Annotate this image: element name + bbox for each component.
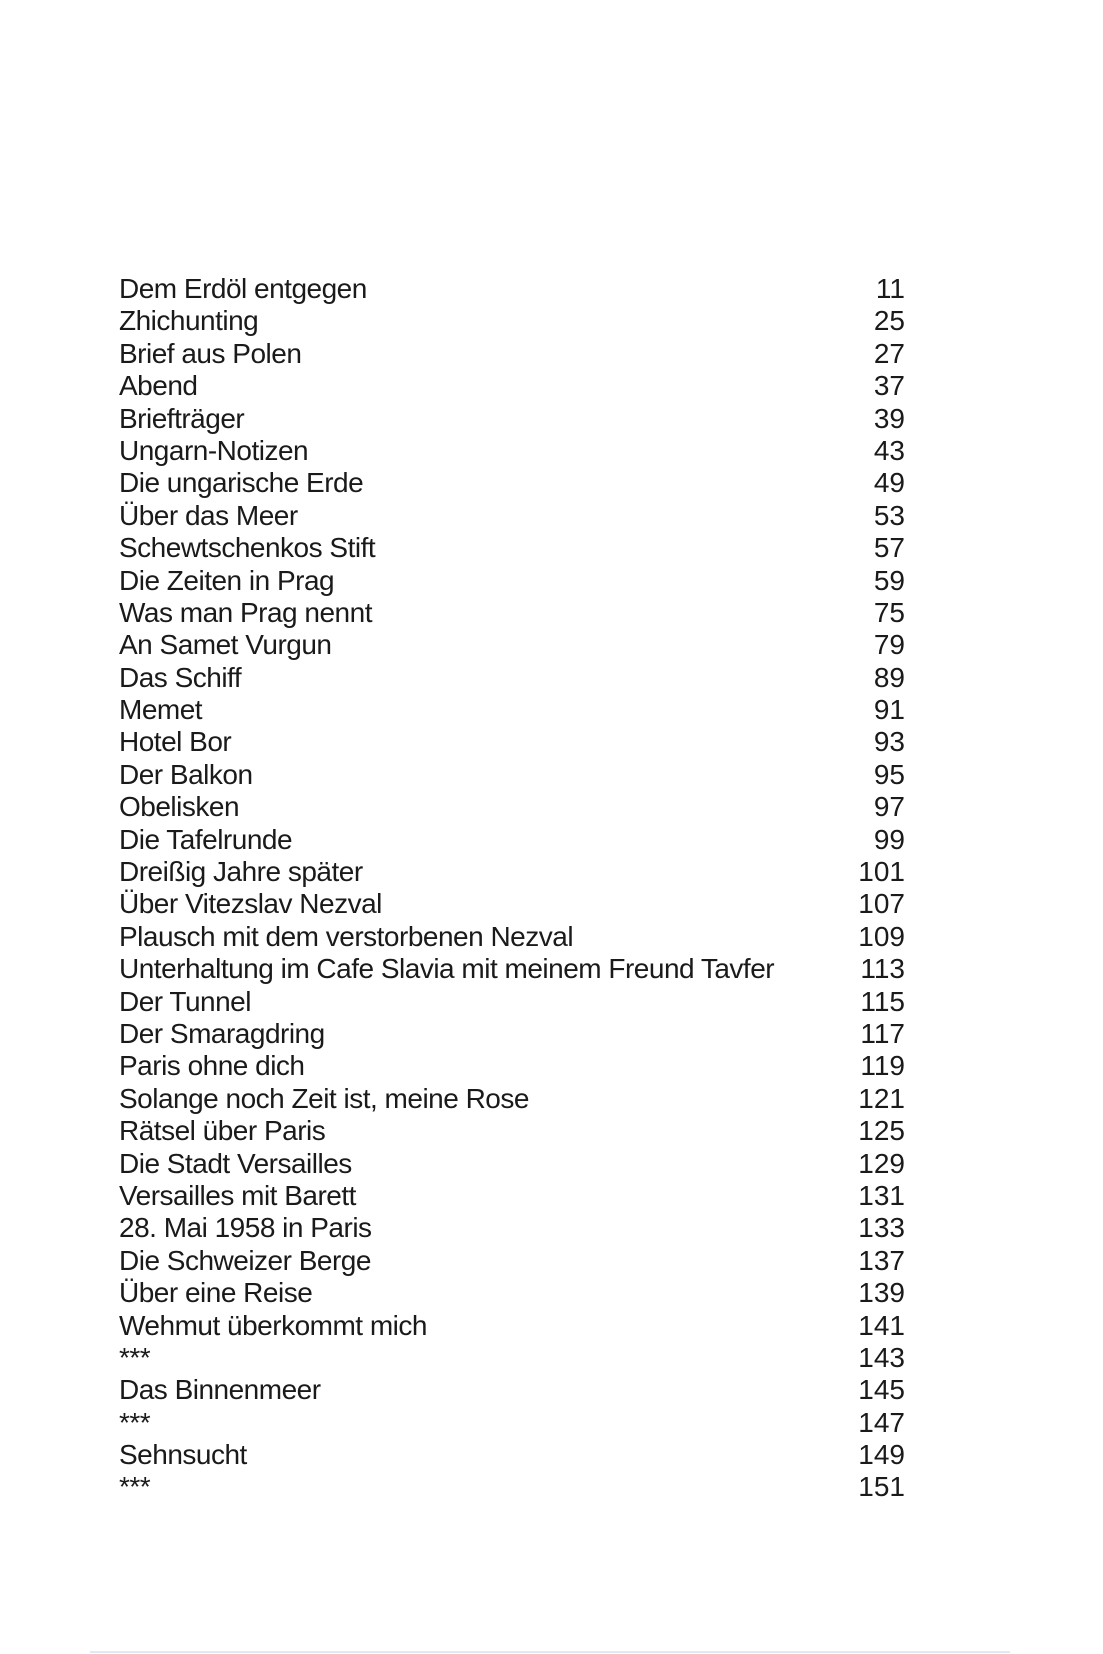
- toc-entry-title: Der Smaragdring: [119, 1017, 325, 1049]
- toc-row: [119, 1018, 905, 1050]
- toc-entry-title: Über eine Reise: [119, 1277, 313, 1309]
- toc-entry-page: 101: [858, 856, 905, 888]
- toc-row: [119, 1212, 905, 1244]
- toc-entry-title: Memet: [119, 694, 203, 726]
- toc-entry-page: 57: [873, 532, 905, 564]
- toc-row: [119, 532, 905, 564]
- toc-row: [119, 824, 905, 856]
- toc-entry-page: 149: [858, 1439, 905, 1471]
- toc-row: [119, 273, 905, 305]
- toc-entry-title: Der Tunnel: [119, 985, 251, 1017]
- table-of-contents: [119, 273, 905, 1504]
- toc-entry-title: Die ungarische Erde: [119, 467, 364, 499]
- toc-row: [119, 953, 905, 985]
- toc-entry-page: 39: [873, 402, 905, 434]
- toc-entry-title: Rätsel über Paris: [119, 1115, 326, 1147]
- toc-entry-page: 147: [858, 1406, 905, 1438]
- toc-entry-title: Der Balkon: [119, 758, 253, 790]
- toc-row: [119, 726, 905, 758]
- toc-entry-page: 113: [860, 953, 905, 985]
- toc-entry-page: 145: [858, 1374, 905, 1406]
- toc-entry-title: An Samet Vurgun: [119, 629, 332, 661]
- toc-row: [119, 1115, 905, 1147]
- toc-row: [119, 435, 905, 467]
- toc-row: [119, 1471, 905, 1503]
- toc-entry-title: Solange noch Zeit ist, meine Rose: [119, 1082, 529, 1114]
- toc-row: [119, 629, 905, 661]
- toc-row: [119, 467, 905, 499]
- toc-entry-title: 28. Mai 1958 in Paris: [119, 1212, 372, 1244]
- toc-entry-page: 115: [860, 985, 905, 1017]
- toc-entry-title: Die Zeiten in Prag: [119, 564, 335, 596]
- toc-row: [119, 662, 905, 694]
- toc-entry-title: Über Vitezslav Nezval: [119, 888, 382, 920]
- toc-entry-page: 59: [873, 564, 905, 596]
- toc-entry-page: 117: [860, 1017, 905, 1049]
- toc-row: [119, 759, 905, 791]
- toc-row: [119, 1180, 905, 1212]
- toc-entry-page: 27: [873, 337, 905, 369]
- toc-row: [119, 694, 905, 726]
- toc-entry-title: Wehmut überkommt mich: [119, 1309, 427, 1341]
- toc-row: [119, 1083, 905, 1115]
- toc-entry-page: 121: [858, 1082, 905, 1114]
- bottom-page-rule: [90, 1651, 1010, 1653]
- toc-entry-page: 93: [873, 726, 905, 758]
- toc-row: [119, 888, 905, 920]
- toc-entry-title: Abend: [119, 370, 198, 402]
- toc-entry-title: Das Schiff: [119, 661, 242, 693]
- toc-entry-page: 99: [873, 823, 905, 855]
- toc-row: [119, 1245, 905, 1277]
- toc-row: [119, 921, 905, 953]
- toc-row: [119, 1439, 905, 1471]
- toc-entry-page: 49: [873, 467, 905, 499]
- toc-entry-title: Dem Erdöl entgegen: [119, 273, 367, 304]
- toc-entry-page: 109: [858, 920, 905, 952]
- toc-entry-page: 119: [860, 1050, 905, 1082]
- toc-row: [119, 1050, 905, 1082]
- toc-entry-title: Versailles mit Barett: [119, 1179, 356, 1211]
- toc-entry-page: 141: [858, 1309, 905, 1341]
- toc-entry-page: 143: [858, 1341, 905, 1373]
- toc-entry-page: 95: [873, 758, 905, 790]
- toc-entry-title: ***: [119, 1341, 151, 1373]
- toc-row: [119, 500, 905, 532]
- toc-entry-page: 43: [873, 434, 905, 466]
- toc-entry-title: Ungarn-Notizen: [119, 434, 309, 466]
- toc-entry-title: Brief aus Polen: [119, 337, 302, 369]
- toc-entry-page: 25: [873, 305, 905, 337]
- toc-entry-title: Was man Prag nennt: [119, 596, 372, 628]
- toc-entry-page: 97: [873, 791, 905, 823]
- toc-row: [119, 305, 905, 337]
- toc-entry-page: 131: [858, 1179, 905, 1211]
- toc-entry-page: 37: [873, 370, 905, 402]
- toc-row: [119, 1407, 905, 1439]
- toc-row: [119, 986, 905, 1018]
- toc-row: [119, 1148, 905, 1180]
- toc-entry-page: 79: [873, 629, 905, 661]
- toc-entry-title: Die Schweizer Berge: [119, 1244, 371, 1276]
- toc-entry-title: Hotel Bor: [119, 726, 232, 758]
- toc-row: [119, 1310, 905, 1342]
- toc-entry-page: 53: [873, 499, 905, 531]
- toc-entry-title: Das Binnenmeer: [119, 1374, 321, 1406]
- toc-entry-title: Zhichunting: [119, 305, 259, 337]
- toc-entry-page: 129: [858, 1147, 905, 1179]
- toc-entry-title: Schewtschenkos Stift: [119, 532, 376, 564]
- toc-entry-page: 89: [873, 661, 905, 693]
- toc-entry-title: Die Stadt Versailles: [119, 1147, 352, 1179]
- toc-entry-page: 125: [858, 1115, 905, 1147]
- toc-entry-page: 91: [873, 694, 905, 726]
- toc-entry-page: 107: [858, 888, 905, 920]
- toc-row: [119, 1342, 905, 1374]
- toc-row: [119, 370, 905, 402]
- toc-row: [119, 338, 905, 370]
- toc-entry-title: ***: [119, 1471, 151, 1503]
- toc-entry-title: ***: [119, 1406, 151, 1438]
- toc-entry-page: 139: [858, 1277, 905, 1309]
- toc-row: [119, 1277, 905, 1309]
- toc-entry-page: 137: [858, 1244, 905, 1276]
- toc-entry-title: Die Tafelrunde: [119, 823, 293, 855]
- toc-entry-title: Briefträger: [119, 402, 245, 434]
- toc-entry-page: 133: [858, 1212, 905, 1244]
- toc-row: [119, 403, 905, 435]
- toc-entry-page: 75: [873, 596, 905, 628]
- toc-entry-title: Paris ohne dich: [119, 1050, 305, 1082]
- toc-entry-title: Unterhaltung im Cafe Slavia mit meinem Freund Tavfer: [119, 953, 775, 985]
- toc-row: [119, 791, 905, 823]
- toc-entry-title: Plausch mit dem verstorbenen Nezval: [119, 920, 574, 952]
- toc-entry-title: Über das Meer: [119, 499, 298, 531]
- toc-row: [119, 856, 905, 888]
- toc-entry-title: Sehnsucht: [119, 1439, 247, 1471]
- toc-row: [119, 565, 905, 597]
- toc-entry-page: 11: [875, 273, 905, 304]
- toc-entry-title: Obelisken: [119, 791, 240, 823]
- toc-entry-page: 151: [858, 1471, 905, 1503]
- toc-entry-title: Dreißig Jahre später: [119, 856, 363, 888]
- toc-row: [119, 597, 905, 629]
- toc-row: [119, 1374, 905, 1406]
